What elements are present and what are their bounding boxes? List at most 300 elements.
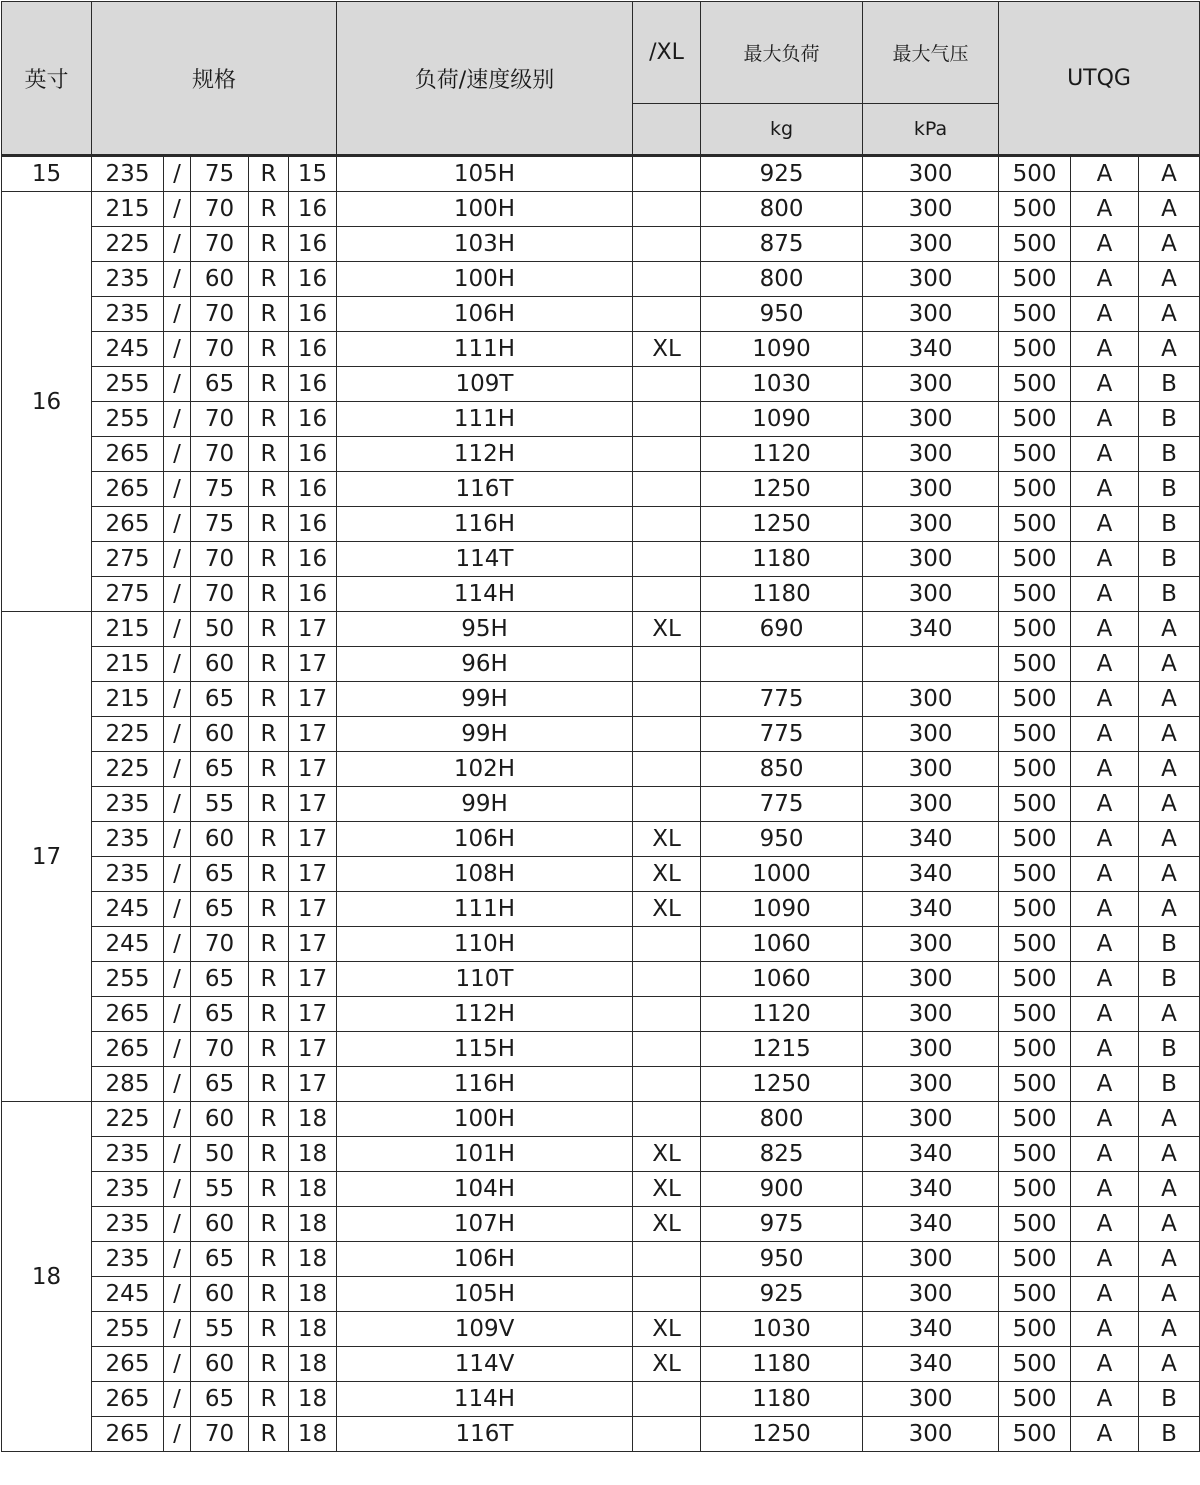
xl-flag-cell bbox=[633, 192, 701, 227]
rim-cell: 17 bbox=[289, 927, 337, 962]
aspect-ratio-cell: 70 bbox=[191, 927, 249, 962]
table-row bbox=[2, 507, 1200, 542]
max-pressure-cell: 300 bbox=[863, 1417, 999, 1452]
max-pressure-cell: 340 bbox=[863, 1207, 999, 1242]
max-load-cell: 1250 bbox=[701, 1417, 863, 1452]
traction-cell: A bbox=[1071, 542, 1139, 577]
load-speed-index-cell: 105H bbox=[337, 1277, 633, 1312]
table-row bbox=[2, 647, 1200, 682]
width-cell: 235 bbox=[92, 297, 164, 332]
table-row bbox=[2, 927, 1200, 962]
xl-flag-cell: XL bbox=[633, 1207, 701, 1242]
table-row bbox=[2, 1032, 1200, 1067]
traction-cell: A bbox=[1071, 1312, 1139, 1347]
table-row bbox=[2, 892, 1200, 927]
table-row bbox=[2, 227, 1200, 262]
load-speed-index-cell: 95H bbox=[337, 612, 633, 647]
traction-cell: A bbox=[1071, 1032, 1139, 1067]
construction-cell: R bbox=[249, 647, 289, 682]
construction-cell: R bbox=[249, 857, 289, 892]
max-pressure-cell: 340 bbox=[863, 1347, 999, 1382]
aspect-ratio-cell: 60 bbox=[191, 1277, 249, 1312]
temperature-cell: A bbox=[1139, 262, 1200, 297]
max-load-cell bbox=[701, 647, 863, 682]
temperature-cell: B bbox=[1139, 1382, 1200, 1417]
temperature-cell: A bbox=[1139, 156, 1200, 192]
treadwear-cell: 500 bbox=[999, 156, 1071, 192]
temperature-cell: A bbox=[1139, 822, 1200, 857]
max-pressure-cell: 300 bbox=[863, 192, 999, 227]
load-speed-index-cell: 99H bbox=[337, 717, 633, 752]
xl-flag-cell bbox=[633, 542, 701, 577]
construction-cell: R bbox=[249, 1137, 289, 1172]
treadwear-cell: 500 bbox=[999, 1172, 1071, 1207]
rim-cell: 17 bbox=[289, 857, 337, 892]
max-pressure-cell: 340 bbox=[863, 1172, 999, 1207]
traction-cell: A bbox=[1071, 1242, 1139, 1277]
max-pressure-cell: 300 bbox=[863, 1242, 999, 1277]
slash-cell: / bbox=[164, 227, 191, 262]
traction-cell: A bbox=[1071, 192, 1139, 227]
aspect-ratio-cell: 70 bbox=[191, 297, 249, 332]
slash-cell: / bbox=[164, 857, 191, 892]
slash-cell: / bbox=[164, 717, 191, 752]
treadwear-cell: 500 bbox=[999, 472, 1071, 507]
slash-cell: / bbox=[164, 1242, 191, 1277]
max-pressure-cell: 300 bbox=[863, 927, 999, 962]
temperature-cell: A bbox=[1139, 787, 1200, 822]
rim-cell: 16 bbox=[289, 507, 337, 542]
temperature-cell: B bbox=[1139, 367, 1200, 402]
load-speed-index-cell: 112H bbox=[337, 997, 633, 1032]
slash-cell: / bbox=[164, 402, 191, 437]
width-cell: 275 bbox=[92, 542, 164, 577]
xl-flag-cell bbox=[633, 156, 701, 192]
treadwear-cell: 500 bbox=[999, 1312, 1071, 1347]
construction-cell: R bbox=[249, 682, 289, 717]
xl-flag-cell bbox=[633, 227, 701, 262]
table-row bbox=[2, 1102, 1200, 1137]
table-row bbox=[2, 402, 1200, 437]
width-cell: 235 bbox=[92, 1137, 164, 1172]
max-pressure-cell: 340 bbox=[863, 892, 999, 927]
xl-flag-cell bbox=[633, 682, 701, 717]
width-cell: 245 bbox=[92, 1277, 164, 1312]
width-cell: 215 bbox=[92, 647, 164, 682]
slash-cell: / bbox=[164, 1172, 191, 1207]
aspect-ratio-cell: 75 bbox=[191, 156, 249, 192]
traction-cell: A bbox=[1071, 1102, 1139, 1137]
construction-cell: R bbox=[249, 717, 289, 752]
slash-cell: / bbox=[164, 682, 191, 717]
traction-cell: A bbox=[1071, 612, 1139, 647]
construction-cell: R bbox=[249, 507, 289, 542]
treadwear-cell: 500 bbox=[999, 1242, 1071, 1277]
xl-flag-cell: XL bbox=[633, 1347, 701, 1382]
table-row bbox=[2, 612, 1200, 647]
xl-flag-cell bbox=[633, 1032, 701, 1067]
treadwear-cell: 500 bbox=[999, 717, 1071, 752]
slash-cell: / bbox=[164, 612, 191, 647]
rim-cell: 17 bbox=[289, 822, 337, 857]
construction-cell: R bbox=[249, 437, 289, 472]
load-speed-index-cell: 99H bbox=[337, 682, 633, 717]
load-speed-index-cell: 106H bbox=[337, 297, 633, 332]
temperature-cell: A bbox=[1139, 227, 1200, 262]
rim-cell: 16 bbox=[289, 332, 337, 367]
slash-cell: / bbox=[164, 1102, 191, 1137]
table-row bbox=[2, 1417, 1200, 1452]
header-max-pressure: 最大气压 bbox=[863, 2, 999, 104]
treadwear-cell: 500 bbox=[999, 857, 1071, 892]
table-row bbox=[2, 1347, 1200, 1382]
treadwear-cell: 500 bbox=[999, 542, 1071, 577]
traction-cell: A bbox=[1071, 1417, 1139, 1452]
construction-cell: R bbox=[249, 542, 289, 577]
rim-cell: 16 bbox=[289, 437, 337, 472]
temperature-cell: B bbox=[1139, 1417, 1200, 1452]
rim-size-group: 15 bbox=[2, 156, 92, 192]
xl-flag-cell bbox=[633, 787, 701, 822]
traction-cell: A bbox=[1071, 717, 1139, 752]
aspect-ratio-cell: 65 bbox=[191, 682, 249, 717]
slash-cell: / bbox=[164, 892, 191, 927]
treadwear-cell: 500 bbox=[999, 962, 1071, 997]
traction-cell: A bbox=[1071, 1067, 1139, 1102]
aspect-ratio-cell: 70 bbox=[191, 1032, 249, 1067]
aspect-ratio-cell: 60 bbox=[191, 717, 249, 752]
construction-cell: R bbox=[249, 962, 289, 997]
xl-flag-cell bbox=[633, 402, 701, 437]
xl-flag-cell bbox=[633, 1382, 701, 1417]
slash-cell: / bbox=[164, 1417, 191, 1452]
rim-cell: 17 bbox=[289, 1067, 337, 1102]
header-load-speed: 负荷/速度级别 bbox=[337, 2, 633, 156]
width-cell: 225 bbox=[92, 227, 164, 262]
table-row bbox=[2, 1137, 1200, 1172]
max-pressure-cell: 300 bbox=[863, 542, 999, 577]
treadwear-cell: 500 bbox=[999, 402, 1071, 437]
max-pressure-cell: 300 bbox=[863, 507, 999, 542]
rim-cell: 16 bbox=[289, 542, 337, 577]
header-max-pressure-unit: kPa bbox=[863, 104, 999, 156]
rim-size-group: 16 bbox=[2, 192, 92, 612]
aspect-ratio-cell: 65 bbox=[191, 857, 249, 892]
traction-cell: A bbox=[1071, 402, 1139, 437]
load-speed-index-cell: 104H bbox=[337, 1172, 633, 1207]
slash-cell: / bbox=[164, 997, 191, 1032]
load-speed-index-cell: 111H bbox=[337, 402, 633, 437]
construction-cell: R bbox=[249, 752, 289, 787]
traction-cell: A bbox=[1071, 647, 1139, 682]
rim-cell: 17 bbox=[289, 682, 337, 717]
construction-cell: R bbox=[249, 927, 289, 962]
construction-cell: R bbox=[249, 297, 289, 332]
width-cell: 255 bbox=[92, 1312, 164, 1347]
max-pressure-cell: 300 bbox=[863, 787, 999, 822]
rim-cell: 18 bbox=[289, 1242, 337, 1277]
aspect-ratio-cell: 75 bbox=[191, 507, 249, 542]
rim-cell: 16 bbox=[289, 262, 337, 297]
table-row bbox=[2, 1242, 1200, 1277]
width-cell: 225 bbox=[92, 752, 164, 787]
aspect-ratio-cell: 65 bbox=[191, 962, 249, 997]
header-max-load-unit: kg bbox=[701, 104, 863, 156]
temperature-cell: A bbox=[1139, 1102, 1200, 1137]
rim-cell: 17 bbox=[289, 612, 337, 647]
temperature-cell: B bbox=[1139, 472, 1200, 507]
width-cell: 245 bbox=[92, 892, 164, 927]
aspect-ratio-cell: 70 bbox=[191, 332, 249, 367]
table-row bbox=[2, 156, 1200, 192]
table-row bbox=[2, 437, 1200, 472]
max-pressure-cell: 340 bbox=[863, 857, 999, 892]
xl-flag-cell bbox=[633, 367, 701, 402]
width-cell: 265 bbox=[92, 1382, 164, 1417]
rim-cell: 16 bbox=[289, 402, 337, 437]
aspect-ratio-cell: 60 bbox=[191, 1207, 249, 1242]
xl-flag-cell bbox=[633, 997, 701, 1032]
aspect-ratio-cell: 70 bbox=[191, 402, 249, 437]
load-speed-index-cell: 105H bbox=[337, 156, 633, 192]
table-row bbox=[2, 542, 1200, 577]
table-body bbox=[2, 156, 1200, 1452]
max-load-cell: 1215 bbox=[701, 1032, 863, 1067]
load-speed-index-cell: 112H bbox=[337, 437, 633, 472]
max-load-cell: 690 bbox=[701, 612, 863, 647]
rim-cell: 18 bbox=[289, 1382, 337, 1417]
rim-cell: 18 bbox=[289, 1102, 337, 1137]
treadwear-cell: 500 bbox=[999, 647, 1071, 682]
construction-cell: R bbox=[249, 262, 289, 297]
table-row bbox=[2, 1207, 1200, 1242]
header-max-load: 最大负荷 bbox=[701, 2, 863, 104]
treadwear-cell: 500 bbox=[999, 682, 1071, 717]
treadwear-cell: 500 bbox=[999, 1102, 1071, 1137]
load-speed-index-cell: 114H bbox=[337, 1382, 633, 1417]
slash-cell: / bbox=[164, 472, 191, 507]
aspect-ratio-cell: 55 bbox=[191, 1312, 249, 1347]
traction-cell: A bbox=[1071, 787, 1139, 822]
temperature-cell: B bbox=[1139, 1032, 1200, 1067]
table-row bbox=[2, 332, 1200, 367]
construction-cell: R bbox=[249, 332, 289, 367]
construction-cell: R bbox=[249, 1067, 289, 1102]
construction-cell: R bbox=[249, 577, 289, 612]
construction-cell: R bbox=[249, 1277, 289, 1312]
slash-cell: / bbox=[164, 787, 191, 822]
table-row bbox=[2, 192, 1200, 227]
aspect-ratio-cell: 60 bbox=[191, 822, 249, 857]
load-speed-index-cell: 116H bbox=[337, 507, 633, 542]
temperature-cell: A bbox=[1139, 682, 1200, 717]
table-row bbox=[2, 262, 1200, 297]
treadwear-cell: 500 bbox=[999, 892, 1071, 927]
rim-cell: 16 bbox=[289, 227, 337, 262]
xl-flag-cell bbox=[633, 262, 701, 297]
load-speed-index-cell: 101H bbox=[337, 1137, 633, 1172]
table-row bbox=[2, 1172, 1200, 1207]
width-cell: 215 bbox=[92, 682, 164, 717]
traction-cell: A bbox=[1071, 472, 1139, 507]
load-speed-index-cell: 108H bbox=[337, 857, 633, 892]
width-cell: 265 bbox=[92, 507, 164, 542]
traction-cell: A bbox=[1071, 857, 1139, 892]
construction-cell: R bbox=[249, 156, 289, 192]
traction-cell: A bbox=[1071, 507, 1139, 542]
load-speed-index-cell: 100H bbox=[337, 192, 633, 227]
treadwear-cell: 500 bbox=[999, 507, 1071, 542]
slash-cell: / bbox=[164, 156, 191, 192]
rim-size-group: 18 bbox=[2, 1102, 92, 1452]
load-speed-index-cell: 111H bbox=[337, 332, 633, 367]
tire-spec-table bbox=[1, 1, 1200, 1452]
width-cell: 235 bbox=[92, 1207, 164, 1242]
xl-flag-cell: XL bbox=[633, 892, 701, 927]
load-speed-index-cell: 115H bbox=[337, 1032, 633, 1067]
construction-cell: R bbox=[249, 472, 289, 507]
max-pressure-cell: 300 bbox=[863, 997, 999, 1032]
max-load-cell: 1180 bbox=[701, 542, 863, 577]
traction-cell: A bbox=[1071, 577, 1139, 612]
slash-cell: / bbox=[164, 577, 191, 612]
treadwear-cell: 500 bbox=[999, 1347, 1071, 1382]
traction-cell: A bbox=[1071, 1172, 1139, 1207]
load-speed-index-cell: 102H bbox=[337, 752, 633, 787]
treadwear-cell: 500 bbox=[999, 262, 1071, 297]
load-speed-index-cell: 116T bbox=[337, 1417, 633, 1452]
max-pressure-cell: 300 bbox=[863, 752, 999, 787]
slash-cell: / bbox=[164, 262, 191, 297]
aspect-ratio-cell: 65 bbox=[191, 752, 249, 787]
width-cell: 285 bbox=[92, 1067, 164, 1102]
temperature-cell: A bbox=[1139, 297, 1200, 332]
treadwear-cell: 500 bbox=[999, 822, 1071, 857]
construction-cell: R bbox=[249, 1172, 289, 1207]
construction-cell: R bbox=[249, 192, 289, 227]
treadwear-cell: 500 bbox=[999, 787, 1071, 822]
width-cell: 265 bbox=[92, 1417, 164, 1452]
rim-cell: 17 bbox=[289, 717, 337, 752]
load-speed-index-cell: 111H bbox=[337, 892, 633, 927]
load-speed-index-cell: 110H bbox=[337, 927, 633, 962]
aspect-ratio-cell: 70 bbox=[191, 437, 249, 472]
slash-cell: / bbox=[164, 1382, 191, 1417]
construction-cell: R bbox=[249, 1382, 289, 1417]
max-load-cell: 975 bbox=[701, 1207, 863, 1242]
traction-cell: A bbox=[1071, 1277, 1139, 1312]
table-row bbox=[2, 682, 1200, 717]
temperature-cell: A bbox=[1139, 752, 1200, 787]
construction-cell: R bbox=[249, 227, 289, 262]
temperature-cell: A bbox=[1139, 892, 1200, 927]
table-row bbox=[2, 577, 1200, 612]
aspect-ratio-cell: 60 bbox=[191, 1347, 249, 1382]
traction-cell: A bbox=[1071, 997, 1139, 1032]
xl-flag-cell bbox=[633, 1277, 701, 1312]
rim-cell: 16 bbox=[289, 367, 337, 402]
max-load-cell: 775 bbox=[701, 682, 863, 717]
aspect-ratio-cell: 75 bbox=[191, 472, 249, 507]
xl-flag-cell: XL bbox=[633, 1172, 701, 1207]
temperature-cell: A bbox=[1139, 647, 1200, 682]
slash-cell: / bbox=[164, 822, 191, 857]
aspect-ratio-cell: 50 bbox=[191, 612, 249, 647]
slash-cell: / bbox=[164, 1207, 191, 1242]
temperature-cell: B bbox=[1139, 577, 1200, 612]
rim-cell: 17 bbox=[289, 892, 337, 927]
table-row bbox=[2, 857, 1200, 892]
width-cell: 235 bbox=[92, 857, 164, 892]
width-cell: 255 bbox=[92, 367, 164, 402]
rim-cell: 17 bbox=[289, 647, 337, 682]
aspect-ratio-cell: 65 bbox=[191, 367, 249, 402]
aspect-ratio-cell: 65 bbox=[191, 1382, 249, 1417]
width-cell: 235 bbox=[92, 787, 164, 822]
treadwear-cell: 500 bbox=[999, 1032, 1071, 1067]
xl-flag-cell: XL bbox=[633, 1137, 701, 1172]
aspect-ratio-cell: 70 bbox=[191, 227, 249, 262]
rim-cell: 18 bbox=[289, 1417, 337, 1452]
temperature-cell: A bbox=[1139, 1207, 1200, 1242]
traction-cell: A bbox=[1071, 1137, 1139, 1172]
max-load-cell: 800 bbox=[701, 192, 863, 227]
width-cell: 265 bbox=[92, 1032, 164, 1067]
slash-cell: / bbox=[164, 367, 191, 402]
temperature-cell: A bbox=[1139, 1347, 1200, 1382]
max-pressure-cell: 300 bbox=[863, 367, 999, 402]
table-row bbox=[2, 1277, 1200, 1312]
width-cell: 215 bbox=[92, 192, 164, 227]
construction-cell: R bbox=[249, 822, 289, 857]
xl-flag-cell bbox=[633, 752, 701, 787]
slash-cell: / bbox=[164, 192, 191, 227]
traction-cell: A bbox=[1071, 1382, 1139, 1417]
temperature-cell: B bbox=[1139, 402, 1200, 437]
max-load-cell: 900 bbox=[701, 1172, 863, 1207]
slash-cell: / bbox=[164, 962, 191, 997]
width-cell: 235 bbox=[92, 1172, 164, 1207]
temperature-cell: B bbox=[1139, 927, 1200, 962]
construction-cell: R bbox=[249, 1207, 289, 1242]
rim-cell: 17 bbox=[289, 997, 337, 1032]
max-pressure-cell: 300 bbox=[863, 297, 999, 332]
max-load-cell: 1060 bbox=[701, 962, 863, 997]
width-cell: 235 bbox=[92, 262, 164, 297]
traction-cell: A bbox=[1071, 297, 1139, 332]
table-row bbox=[2, 367, 1200, 402]
construction-cell: R bbox=[249, 892, 289, 927]
aspect-ratio-cell: 65 bbox=[191, 1067, 249, 1102]
max-load-cell: 1120 bbox=[701, 437, 863, 472]
table-header bbox=[2, 2, 1200, 156]
xl-flag-cell bbox=[633, 647, 701, 682]
max-load-cell: 1090 bbox=[701, 402, 863, 437]
width-cell: 225 bbox=[92, 717, 164, 752]
max-load-cell: 925 bbox=[701, 156, 863, 192]
traction-cell: A bbox=[1071, 752, 1139, 787]
treadwear-cell: 500 bbox=[999, 752, 1071, 787]
traction-cell: A bbox=[1071, 367, 1139, 402]
construction-cell: R bbox=[249, 1347, 289, 1382]
construction-cell: R bbox=[249, 1312, 289, 1347]
max-load-cell: 1180 bbox=[701, 1382, 863, 1417]
load-speed-index-cell: 100H bbox=[337, 1102, 633, 1137]
temperature-cell: B bbox=[1139, 962, 1200, 997]
traction-cell: A bbox=[1071, 927, 1139, 962]
max-load-cell: 950 bbox=[701, 297, 863, 332]
load-speed-index-cell: 100H bbox=[337, 262, 633, 297]
